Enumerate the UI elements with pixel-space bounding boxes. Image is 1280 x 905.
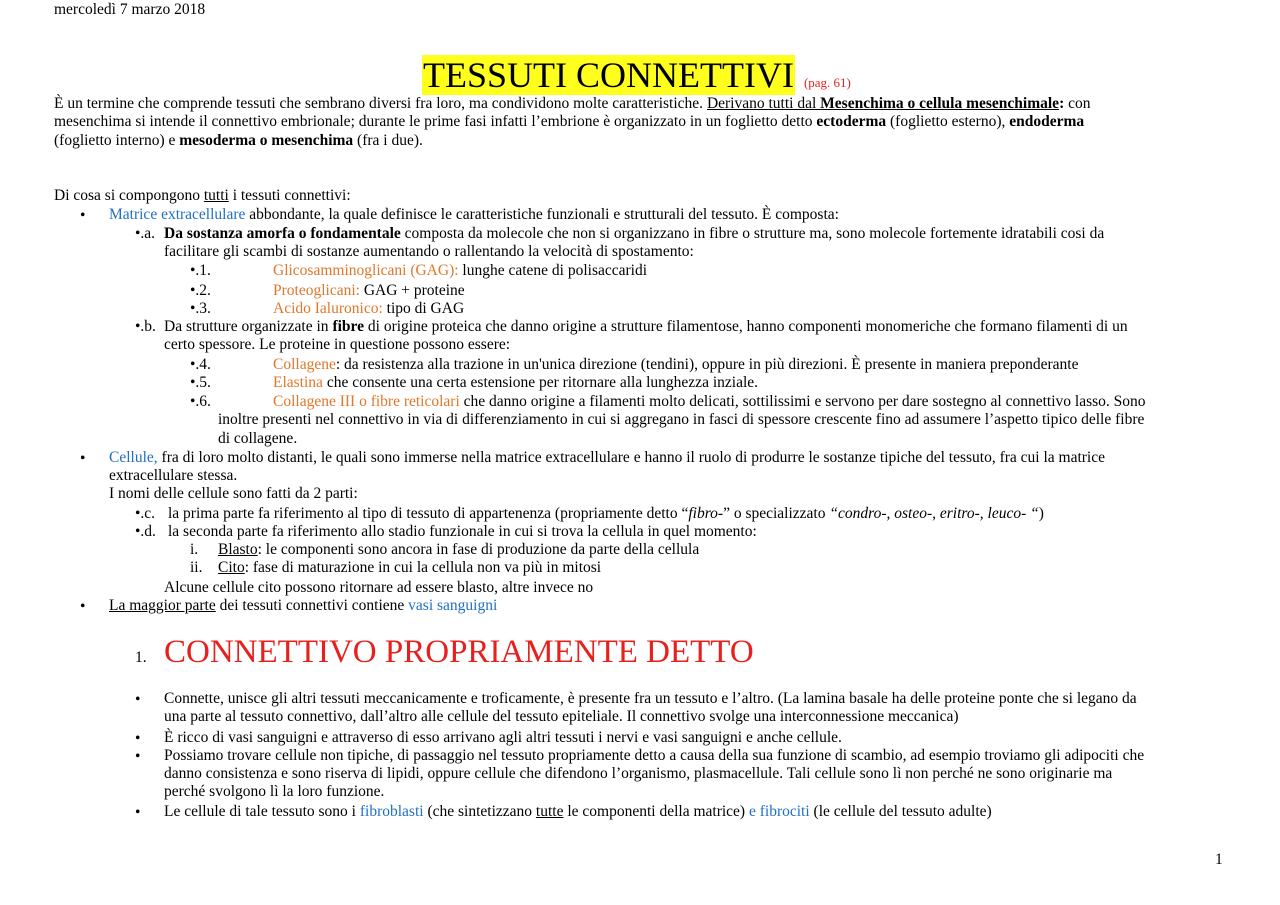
text: : le componenti sono ancora in fase di produzione da parte della cellula (257, 541, 700, 558)
item-c (168, 505, 1044, 524)
item-1 (273, 262, 647, 281)
term-fibroblasti: fibroblasti (359, 803, 424, 820)
text: fra di loro molto distanti, le quali sono immerse nella matrice extracellulare e hanno il ruolo di produrre le sostanze tipiche del tessuto, fra cui la matrice (157, 449, 1105, 466)
list-label: •.1. (190, 262, 211, 279)
text: GAG + proteine (359, 282, 465, 299)
term-cito: Cito (218, 559, 245, 576)
text: tipo di GAG (382, 300, 465, 317)
text: (che sintetizzano (423, 803, 536, 820)
text: dei tessuti connettivi contiene (215, 597, 409, 614)
term-matrice: Matrice extracellulare (109, 206, 246, 223)
matrix-item (109, 206, 839, 225)
text: ) (1038, 505, 1044, 522)
text: Da strutture organizzate in (164, 318, 333, 335)
list-label: •.2. (190, 282, 211, 299)
text: Le cellule di tale tessuto sono i (164, 803, 360, 820)
page-number: 1 (1215, 851, 1223, 868)
section-heading: CONNETTIVO PROPRIAMENTE DETTO (164, 634, 754, 670)
bullet: • (135, 691, 141, 708)
text: lunghe catene di polisaccaridi (458, 262, 648, 279)
list-label: •.4. (190, 356, 211, 373)
intro-con: con (1064, 95, 1091, 112)
list-label: ii. (190, 559, 203, 576)
text: Di cosa si compongono (54, 187, 204, 204)
item-4 (273, 356, 1078, 375)
item-b (164, 318, 1128, 337)
title-page-ref: (pag. 61) (803, 75, 851, 90)
intro-mesenchima: Mesenchima o cellula mesenchimale (820, 95, 1060, 112)
term-acido-ialuronico: Acido Ialuronico: (273, 300, 383, 317)
bullet: • (80, 450, 86, 467)
item-6 (273, 393, 1146, 412)
term-cellule: Cellule, (109, 449, 158, 466)
section-p1-line-2: una parte al tessuto connettivo, dall’altro alle cellule del tessuto epiteliale. Il connettivo svolge una interconnessione meccanica) (164, 708, 959, 725)
term-vasi-sanguigni: vasi sanguigni (408, 597, 498, 614)
intro-derivano: Derivano tutti dal (706, 95, 821, 112)
intro-text: mesenchima si intende il connettivo embrionale; durante le prime fasi infatti l’embrione è organizzato in un foglietto detto (54, 113, 817, 130)
term-sostanza-amorfa: Da sostanza amorfa o fondamentale (164, 225, 401, 242)
section-p3-line-2: danno consistenza e sono riserva di lipidi, oppure cellule che difendono l’organismo, plasmacellule. Tali cellule sono lì non perché ne sono originarie ma (164, 765, 1113, 782)
text: le componenti della matrice) (563, 803, 749, 820)
intro-line-3 (54, 132, 423, 151)
term-mesoderma: mesoderma o mesenchima (179, 132, 354, 149)
section-p3-line-1: Possiamo trovare cellule non tipiche, di passaggio nel tessuto propriamente detto a causa della sua funzione di scambio, ad esempio troviamo gli adipociti che (164, 747, 1145, 764)
text: : da resistenza alla trazione in un'unica direzione (tendini), oppure in più direzioni. È presente in maniera preponderante (335, 356, 1079, 373)
text: : fase di maturazione in cui la cellula non va più in mitosi (244, 559, 602, 576)
list-label: •.b. (135, 318, 156, 335)
components-intro (54, 187, 351, 206)
text: (le cellule del tessuto adulte) (809, 803, 992, 820)
item-5 (273, 374, 758, 393)
text: di origine proteica che danno origine a strutture filamentose, hanno componenti monomeriche che formano filamenti di un (364, 318, 1128, 335)
item-a (164, 225, 1104, 244)
term-gag: Glicosamminoglicani (GAG): (273, 262, 459, 279)
bullet: • (135, 748, 141, 765)
cells-item (109, 449, 1105, 468)
text-prefixes: “condro-, osteo-, eritro-, leuco- “ (829, 505, 1039, 522)
title-text: TESSUTI CONNETTIVI (423, 55, 794, 95)
bullet: • (80, 598, 86, 615)
list-label: •.6. (190, 393, 211, 410)
bullet: • (135, 730, 141, 747)
text: i tessuti connettivi: (228, 187, 351, 204)
text: ” o specializzato (723, 505, 830, 522)
section-number: 1. (135, 649, 147, 666)
item-i (218, 541, 699, 560)
list-label: i. (190, 541, 199, 558)
text-maggior-parte: La maggior parte (109, 597, 216, 614)
alcune-note: Alcune cellule cito possono ritornare ad essere blasto, altre invece no (164, 579, 594, 596)
item-2 (273, 282, 465, 301)
section-p4 (164, 803, 992, 822)
intro-line-2 (54, 113, 1084, 132)
intro-text: (fra i due). (353, 132, 423, 149)
list-label: •.3. (190, 300, 211, 317)
item-b-line-2: certo spessore. Le proteine in questione possono essere: (164, 336, 511, 353)
text-fibro: fibro- (688, 505, 724, 522)
section-p1-line-1: Connette, unisce gli altri tessuti meccanicamente e troficamente, è presente fra un tessuto e l’altro. (La lamina basale ha delle proteine ponte che si legano da (164, 690, 1137, 707)
term-collagene-iii: Collagene III o fibre reticolari (273, 393, 460, 410)
text: composta da molecole che non si organizzano in fibre o strutture ma, sono molecole fortemente idratabili cosi da (400, 225, 1105, 242)
section-p3-line-3: perché svolgono lì la loro funzione. (164, 783, 385, 800)
list-label: •.a. (135, 225, 156, 242)
intro-text: (foglietto esterno), (886, 113, 1010, 130)
term-endoderma: endoderma (1009, 113, 1085, 130)
cells-line-2: extracellulare stessa. (109, 467, 238, 484)
term-blasto: Blasto (218, 541, 258, 558)
list-label: •.5. (190, 374, 211, 391)
intro-colon: : (1059, 95, 1065, 112)
term-collagene: Collagene (273, 356, 336, 373)
text-tutti: tutti (203, 187, 229, 204)
term-elastina: Elastina (273, 374, 323, 391)
item-6-line-2: inoltre presenti nel connettivo in via di differenziamento in cui si aggregano in fasci di spessore crescente fino ad assumere l’aspetto tipico delle fibre (218, 411, 1145, 428)
list-label: •.c. (135, 505, 156, 522)
text: la prima parte fa riferimento al tipo di tessuto di appartenenza (propriamente detto “ (168, 505, 689, 522)
item-a-line-2: facilitare gli scambi di sostanze aumentando o rallentando la velocità di spostamento: (164, 243, 694, 260)
text: che danno origine a filamenti molto delicati, sottilissimi e servono per dare sostegno al connettivo lasso. Sono (459, 393, 1146, 410)
text: abbondante, la quale definisce le caratteristiche funzionali e strutturali del tessuto. È composta: (245, 206, 839, 223)
term-fibre: fibre (332, 318, 365, 335)
list-label: •.d. (135, 523, 156, 540)
section-p2: È ricco di vasi sanguigni e attraverso di esso arrivano agli altri tessuti i nervi e vasi sanguigni e anche cellule. (164, 729, 842, 746)
item-d: la seconda parte fa riferimento allo stadio funzionale in cui si trova la cellula in quel momento: (168, 523, 757, 540)
intro-text: (foglietto interno) e (54, 132, 180, 149)
term-ectoderma: ectoderma (816, 113, 887, 130)
text: che consente una certa estensione per ritornare alla lunghezza inziale. (322, 374, 759, 391)
term-proteoglicani: Proteoglicani: (273, 282, 360, 299)
item-6-line-3: di collagene. (218, 430, 298, 447)
item-ii (218, 559, 601, 578)
vasi-item (109, 597, 497, 616)
intro-text: È un termine che comprende tessuti che sembrano diversi fra loro, ma condividono molte caratteristiche. (54, 95, 707, 112)
intro-line-1 (54, 95, 1091, 114)
page-date: mercoledì 7 marzo 2018 (54, 1, 206, 18)
term-fibrociti: e fibrociti (748, 803, 810, 820)
bullet: • (80, 207, 86, 224)
cells-line-3: I nomi delle cellule sono fatti da 2 parti: (109, 485, 358, 502)
text-tutte: tutte (535, 803, 564, 820)
item-3 (273, 300, 464, 319)
bullet: • (135, 804, 141, 821)
